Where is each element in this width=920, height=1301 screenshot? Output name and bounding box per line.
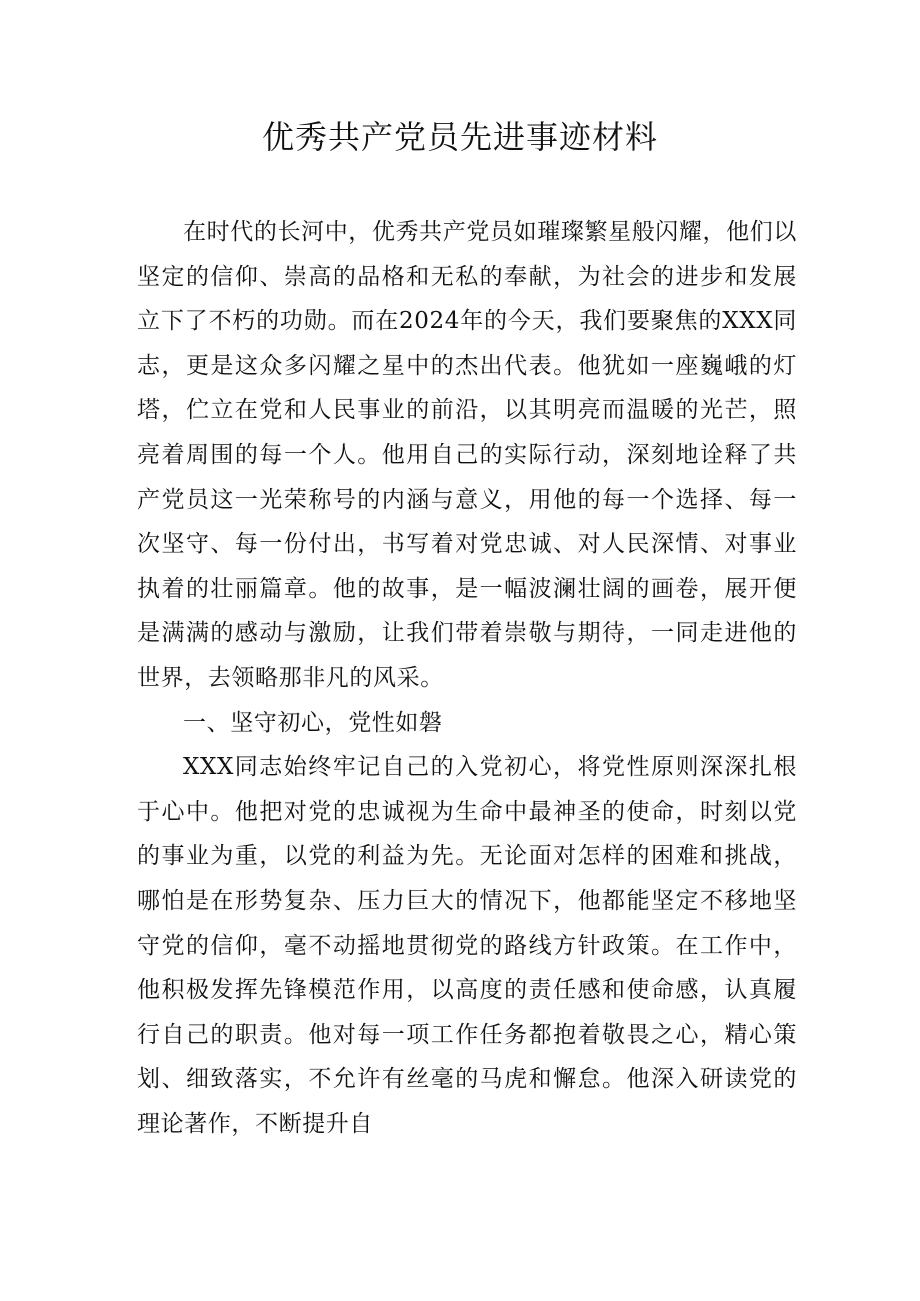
document-body [137, 210, 797, 1146]
intro-paragraph: 在时代的长河中，优秀共产党员如璀璨繁星般闪耀，他们以坚定的信仰、崇高的品格和无私的奉献，为社会的进步和发展立下了不朽的功勋。而在2024年的今天，我们要聚焦的XXX同志，更是这众多闪耀之星中的杰出代表。他犹如一座巍峨的灯塔，伫立在党和人民事业的前沿，以其明亮而温暖的光芒，照亮着周围的每一个人。他用自己的实际行动，深刻地诠释了共产党员这一光荣称号的内涵与意义，用他的每一个选择、每一次坚守、每一份付出，书写着对党忠诚、对人民深情、对事业执着的壮丽篇章。他的故事，是一幅波澜壮阔的画卷，展开便是满满的感动与激励，让我们带着崇敬与期待，一同走进他的世界，去领略那非凡的风采。 [137, 219, 797, 691]
section-paragraph-1: XXX同志始终牢记自己的入党初心，将党性原则深深扎根于心中。他把对党的忠诚视为生命中最神圣的使命，时刻以党的事业为重，以党的利益为先。无论面对怎样的困难和挑战，哪怕是在形势复杂、压力巨大的情况下，他都能坚定不移地坚守党的信仰，毫不动摇地贯彻党的路线方针政策。在工作中，他积极发挥先锋模范作用，以高度的责任感和使命感，认真履行自己的职责。他对每一项工作任务都抱着敬畏之心，精心策划、细致落实，不允许有丝毫的马虎和懈怠。他深入研读党的理论著作，不断提升自 [137, 754, 797, 1137]
section-heading-1: 一、坚守初心，党性如磐 [183, 709, 443, 736]
document-title: 优秀共产党员先进事迹材料 [261, 118, 658, 156]
